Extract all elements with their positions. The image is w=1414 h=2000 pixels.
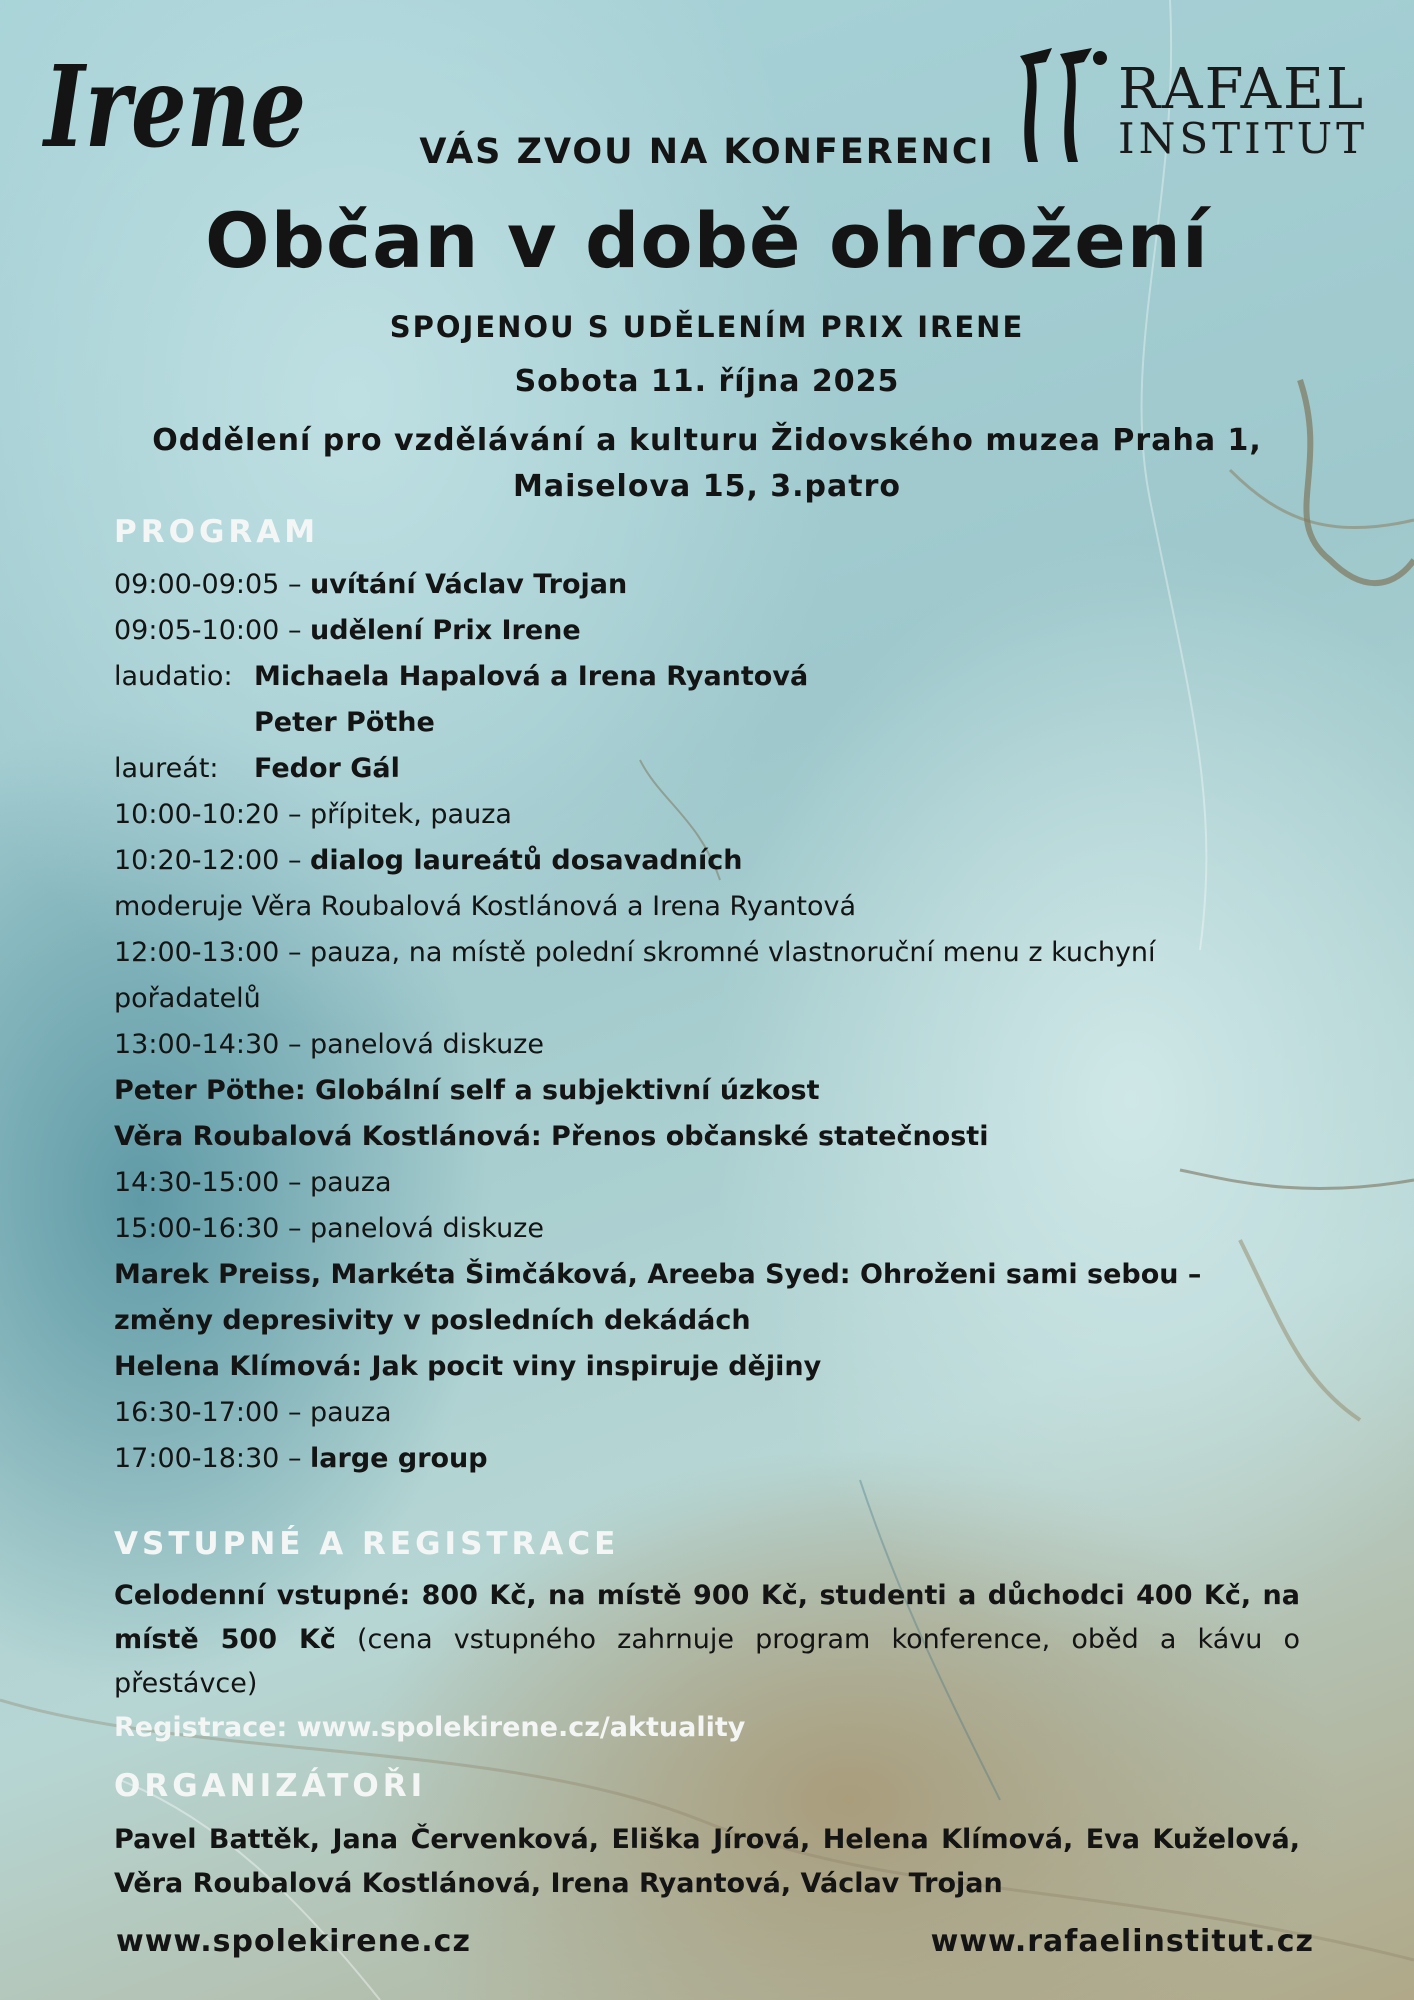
program-item: Věra Roubalová Kostlánová: Přenos občanské statečnosti <box>114 1121 989 1152</box>
program-label: laureát: <box>114 753 219 784</box>
program-time: 10:20-12:00 – <box>114 845 311 876</box>
registration-heading: VSTUPNÉ A REGISTRACE <box>114 1526 620 1562</box>
program-item: 14:30-15:00 – pauza <box>114 1167 392 1198</box>
rafael-wordmark-line1: RAFAEL <box>1118 57 1366 122</box>
price-info <box>114 1574 1300 1706</box>
program-time: 09:00-09:05 – <box>114 569 311 600</box>
program-text: udělení Prix Irene <box>310 615 581 646</box>
program-item: 13:00-14:30 – panelová diskuze <box>114 1029 544 1060</box>
program-item <box>114 562 1300 608</box>
program-time: 17:00-18:30 – <box>114 1443 311 1474</box>
venue-line1: Oddělení pro vzdělávání a kulturu Židovského muzea Praha 1, <box>152 423 1262 458</box>
program-item: 16:30-17:00 – pauza <box>114 1397 392 1428</box>
organizers-section <box>114 1768 1300 1906</box>
registration-link[interactable]: Registrace: www.spolekirene.cz/aktuality <box>114 1712 746 1743</box>
irene-logo-text: Irene <box>41 42 307 173</box>
program-item: změny depresivity v posledních dekádách <box>114 1305 751 1336</box>
program-item <box>114 654 1300 700</box>
organizers-names: Pavel Battěk, Jana Červenková, Eliška Jírová, Helena Klímová, Eva Kuželová, Věra Roubalová Kostlánová, Irena Ryantová, Václav Trojan <box>114 1824 1300 1899</box>
program-item <box>114 746 1300 792</box>
rafael-wordmark-line2: INSTITUT <box>1118 114 1369 163</box>
program-time: 09:05-10:00 – <box>114 615 311 646</box>
organizers-heading: ORGANIZÁTOŘI <box>114 1768 427 1804</box>
program-item: moderuje Věra Roubalová Kostlánová a Irena Ryantová <box>114 891 856 922</box>
program-item: 10:00-10:20 – přípitek, pauza <box>114 799 512 830</box>
price-note: (cena vstupného zahrnuje program konference, oběd a kávu o přestávce) <box>114 1624 1300 1699</box>
program-item: Peter Pöthe: Globální self a subjektivní úzkost <box>114 1075 820 1106</box>
invite-line: VÁS ZVOU NA KONFERENCI <box>419 132 995 172</box>
program-section <box>114 514 1300 1482</box>
program-text: Fedor Gál <box>254 753 400 784</box>
venue-line2: Maiselova 15, 3.patro <box>512 469 902 504</box>
program-item <box>114 1436 1300 1482</box>
program-item <box>114 700 1300 746</box>
program-heading: PROGRAM <box>114 514 320 550</box>
registration-section <box>114 1526 1300 1750</box>
venue <box>0 418 1414 510</box>
program-item: 15:00-16:30 – panelová diskuze <box>114 1213 544 1244</box>
program-text: dialog laureátů dosavadních <box>310 845 743 876</box>
program-item <box>114 608 1300 654</box>
program-label: laudatio: <box>114 661 233 692</box>
page-title: Občan v době ohrožení <box>205 196 1209 285</box>
program-text: Michaela Hapalová a Irena Ryantová <box>254 661 809 692</box>
price-bold: Celodenní vstupné: 800 Kč, na místě 900 Kč, studenti a důchodci 400 Kč, na místě 500 Kč <box>114 1580 1300 1655</box>
footer-link-rafaelinstitut[interactable]: www.rafaelinstitut.cz <box>930 1924 1314 1959</box>
program-item: Helena Klímová: Jak pocit viny inspiruje dějiny <box>114 1351 822 1382</box>
subtitle: SPOJENOU S UDĚLENÍM PRIX IRENE <box>389 310 1025 344</box>
program-item: pořadatelů <box>114 983 261 1014</box>
program-list <box>114 562 1300 1482</box>
event-date: Sobota 11. října 2025 <box>514 364 900 399</box>
program-item: Marek Preiss, Markéta Šimčáková, Areeba Syed: Ohroženi sami sebou – <box>114 1259 1202 1290</box>
program-item <box>114 838 1300 884</box>
program-text: large group <box>310 1443 488 1474</box>
program-text: Peter Pöthe <box>254 707 435 738</box>
program-text: uvítání Václav Trojan <box>310 569 628 600</box>
footer-link-spolekirene[interactable]: www.spolekirene.cz <box>116 1924 471 1959</box>
program-item: 12:00-13:00 – pauza, na místě polední skromné vlastnoruční menu z kuchyní <box>114 937 1156 968</box>
